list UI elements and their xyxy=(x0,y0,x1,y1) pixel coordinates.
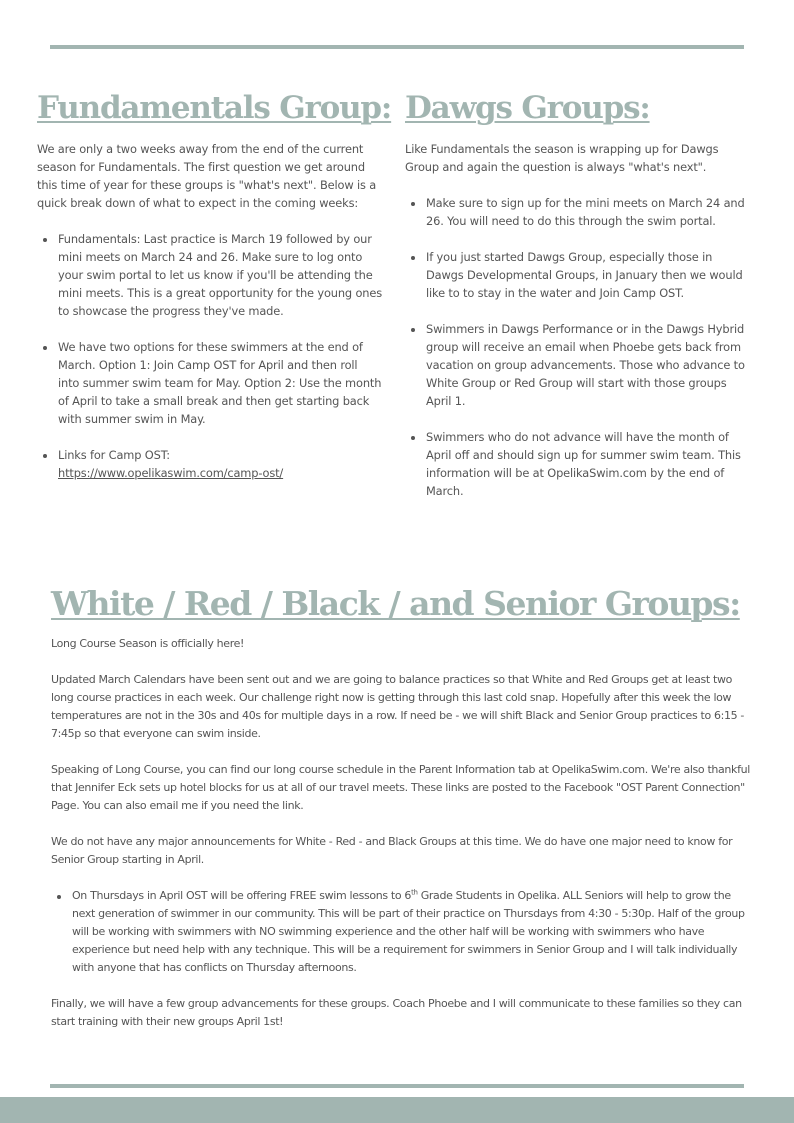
top-divider xyxy=(50,45,744,49)
paragraph: Speaking of Long Course, you can find our long course schedule in the Parent Information tab at OpelikaSwim.com. We're also thankful that Jennifer Eck sets up hotel blocks for us at all of our travel meets. These links are posted to the Facebook "OST Parent Connection" Page. You can also email me if you need the link. xyxy=(51,763,750,812)
ordinal-suffix: th xyxy=(411,888,418,897)
camp-ost-link[interactable]: https://www.opelikaswim.com/camp-ost/ xyxy=(58,466,284,480)
fundamentals-bullet-list xyxy=(37,230,382,482)
paragraph: Long Course Season is officially here! xyxy=(51,637,245,650)
list-item: We have two options for these swimmers at the end of March. Option 1: Join Camp OST for April and then roll into summer swim team for May. Option 2: Use the month of April to take a small break and then get starting back with summer swim in May. xyxy=(37,338,382,428)
bullet-text: On Thursdays in April OST will be offering FREE swim lessons to 6 xyxy=(72,889,412,902)
list-item: Make sure to sign up for the mini meets on March 24 and 26. You will need to do this through the swim portal. xyxy=(405,194,750,230)
bottom-divider xyxy=(50,1084,744,1088)
paragraph: Updated March Calendars have been sent out and we are going to balance practices so that White and Red Groups get at least two long course practices in each week. Our challenge right now is getting through this last cold snap. Hopefully after this week the low temperatures are not in the 30s and 40s for multiple days in a row. If need be - we will shift Black and Senior Group practices to 6:15 - 7:45p so that everyone can swim inside. xyxy=(51,673,745,740)
dawgs-intro: Like Fundamentals the season is wrapping up for Dawgs Group and again the question is always "what's next". xyxy=(405,142,719,174)
list-item: Swimmers who do not advance will have the month of April off and should sign up for summer swim team. This information will be at OpelikaSwim.com by the end of March. xyxy=(405,428,750,500)
dawgs-heading: Dawgs Groups: xyxy=(405,90,650,126)
dawgs-bullet-list xyxy=(405,194,750,500)
list-item xyxy=(51,887,751,977)
fundamentals-section xyxy=(37,88,392,500)
list-item: If you just started Dawgs Group, especially those in Dawgs Developmental Groups, in January then we would like to to stay in the water and Join Camp OST. xyxy=(405,248,750,302)
dawgs-section xyxy=(405,88,750,518)
senior-bullet-list xyxy=(51,887,751,977)
senior-groups-heading: White / Red / Black / and Senior Groups: xyxy=(51,584,740,623)
footer-bar xyxy=(0,1097,794,1123)
bullet-text: Grade Students in Opelika. ALL Seniors will help to grow the next generation of swimmer in our community. This will be part of their practice on Thursdays from 4:30 - 5:30p. Half of the group will be working with swimmers with NO swimming experience and the other half will be working with swimmers who have experience but need help with any technique. This will be a requirement for swimmers in Senior Group and I will talk individually with anyone that has conflicts on Thursday afternoons. xyxy=(72,889,745,974)
list-item xyxy=(37,446,382,482)
list-item: Fundamentals: Last practice is March 19 followed by our mini meets on March 24 and 26. Make sure to log onto your swim portal to let us know if you'll be attending the mini meets. This is a great opportunity for the young ones to showcase the progress they've made. xyxy=(37,230,382,320)
paragraph: We do not have any major announcements for White - Red - and Black Groups at this time. We do have one major need to know for Senior Group starting in April. xyxy=(51,835,733,866)
camp-links-label: Links for Camp OST: xyxy=(58,448,170,462)
fundamentals-intro: We are only a two weeks away from the end of the current season for Fundamentals. The first question we get around this time of year for these groups is "what's next". Below is a quick break down of what to expect in the coming weeks: xyxy=(37,142,377,210)
fundamentals-heading: Fundamentals Group: xyxy=(37,90,392,126)
closing-paragraph: Finally, we will have a few group advancements for these groups. Coach Phoebe and I will communicate to these families so they can start training with their new groups April 1st! xyxy=(51,997,742,1028)
senior-groups-section xyxy=(51,583,751,1049)
list-item: Swimmers in Dawgs Performance or in the Dawgs Hybrid group will receive an email when Phoebe gets back from vacation on group advancements. Those who advance to White Group or Red Group will start with those groups April 1. xyxy=(405,320,750,410)
